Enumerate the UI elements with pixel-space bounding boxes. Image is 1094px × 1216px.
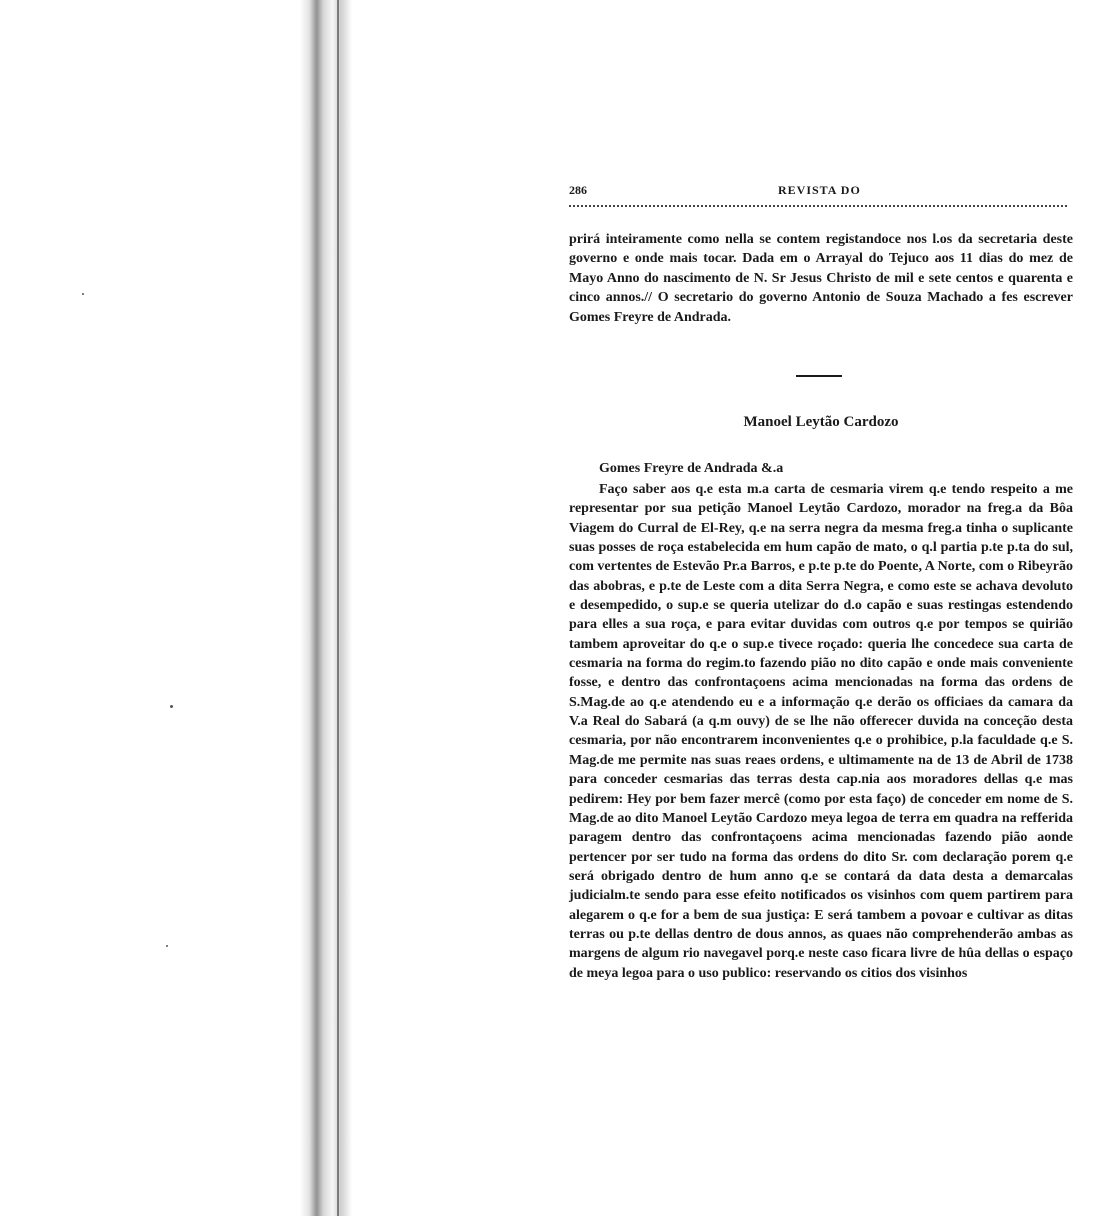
body-text: Faço saber aos q.e esta m.a carta de cesmaria virem q.e tendo respeito a me representar por sua petição Manoel Leytão Cardozo, morador na freg.a da Bôa Viagem do Curral de El-Rey, q.e na serra negra da mesma freg.a tinha o suplicante suas posses de roça estabelecida em hum capão de mato, o q.l partia p.te p.ta do sul, com vertentes de Estevão Pr.a Barros, e p.te p.te do Poente, A Norte, com o Ribeyrão das abobras, e p.te de Leste com a dita Serra Negra, e como este se achava devoluto e desempedido, o sup.e se queria utelizar do d.o capão e suas restingas estendendo para elles a sua roça, e para evitar duvidas com outros q.e por tempos se quirião tambem aproveitar do q.e o sup.e tivece roçado: queria lhe concedece sua carta de cesmaria na forma do regim.to fazendo pião no dito capão e onde mais conveniente fosse, e dentro das confrontaçoens acima mencionadas na forma das ordens de S.Mag.de ao q.e atendendo eu e a informação q.e derão os officiaes da camara da V.a Real do Sabará (a q.m ouvy) de se lhe não offerecer duvida na conceção desta cesmaria, por não encontrarem inconvenientes q.e o prohibice, p.la faculdade q.e S. Mag.de me permite nas suas reaes ordens, e ultimamente na de 13 de Abril de 1738 para conceder cesmarias das terras desta cap.nia aos moradores dellas q.e mas pedirem: Hey por bem fazer mercê (como por esta faço) de conceder em nome de S. Mag.de ao dito Manoel Leytão Cardozo meya legoa de terra em quadra na refferida paragem dentro das confrontaçoens acima mencionadas fazendo pião aonde pertencer por ser tudo na forma das ordens do dito Sr. com declaração porem q.e será obrigado dentro de hum anno q.e se contará da data desta a demarcalas judicialm.te sendo para esse efeito notificados os visinhos com quem partirem para alegarem o q.e for a bem de sua justiça: E será tambem a povoar e cultivar as ditas terras ou p.te dellas dentro de dous annos, as quaes não comprehenderão ambas as margens de algum rio navegavel porq.e neste caso ficara livre de hûa dellas o espaço de meya legoa para o uso publico: reservando os citios dos visinhos [569, 482, 1073, 981]
running-head: REVISTA DO [778, 183, 861, 197]
scan-speck [82, 293, 84, 295]
scan-speck [166, 945, 168, 947]
body-paragraph [569, 480, 1073, 983]
continuation-paragraph [569, 230, 1073, 327]
section-separator [796, 375, 842, 377]
binding-gutter-shadow [300, 0, 352, 1216]
scan-speck [170, 705, 173, 708]
salutation: Gomes Freyre de Andrada &.a [599, 461, 784, 476]
binding-gutter-line [337, 0, 339, 1216]
page-header [569, 183, 1073, 203]
header-rule [569, 205, 1067, 209]
page-number: 286 [569, 183, 587, 197]
section-title: Manoel Leytão Cardozo [743, 414, 899, 430]
continuation-text: prirá inteiramente como nella se contem registandoce nos l.os da secretaria deste governo e onde mais tocar. Dada em o Arrayal do Tejuco aos 11 dias do mez de Mayo Anno do nascimento de N. Sr Jesus Christo de mil e sete centos e quarenta e cinco annos.// O secretario do governo Antonio de Souza Machado a fes escrever Gomes Freyre de Andrada. [569, 232, 1073, 325]
